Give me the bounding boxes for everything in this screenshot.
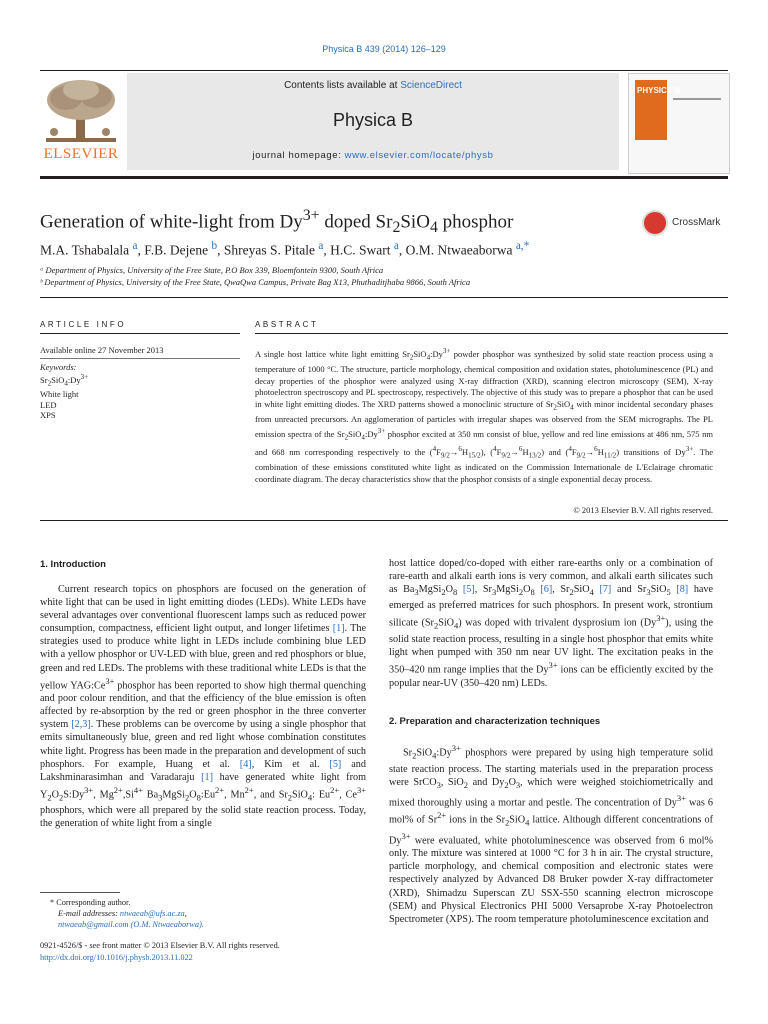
- keyword-item: XPS: [40, 410, 56, 421]
- corresponding-author-note: * Corresponding author.: [50, 898, 131, 907]
- sciencedirect-link[interactable]: ScienceDirect: [400, 80, 462, 91]
- crossmark-label: CrossMark: [672, 217, 721, 228]
- homepage-link[interactable]: www.elsevier.com/locate/physb: [344, 150, 494, 161]
- journal-title: Physica B: [332, 110, 414, 130]
- keyword-list: [40, 372, 88, 421]
- email-addresses[interactable]: E-mail addresses: ntwaeab@ufs.ac.za, ntwaeab@gmail.com (O.M. Ntwaeaborwa).: [58, 909, 204, 929]
- journal-reference[interactable]: Physica B 439 (2014) 126–129: [322, 44, 446, 54]
- intro-paragraph: Current research topics on phosphors are focused on the generation of white light that can be used in light emitting diodes (LEDs). White LEDs have several advantages over conventional fluorescent lamps such as reduced power consumption, compactness, efficient light output, and longer lifetimes [1]. The strategies used to produce white light in LEDs include combining blue LED with a yellow phosphor or UV-LED with blue, green and red phosphors or blue, green and red LEDs. The problems with these traditional white LEDs is that the yellow $YAG:Ce^{3+}$ phosphor has been reported to show high thermal quenching and poor colour rendition, and that the efficiency of the blue emission is often affected by re-absorption by the red or green phosphor in the three converter system [2,3]. These problems can be overcome by using a single phosphor that emits simultaneously blue, green and red light whose combination constitutes white light. Progress has been made in the preparation and development of such phosphors. For example, Huang et al. [4], Kim et al. [5] and Lakshminarasimhan and Varadaraju [1] have generated white light from $Y_2O_2S:Dy^{3+}$, $Mg^{2+},Si^{4+}$ $Ba_3MgSi_2O_8:Eu^{2+}$, $Mn^{2+}$, and $Sr_2SiO_4$: $Eu^{2+}$, $Ce^{3+}$ phosphors, which were all prepared by the solid state reaction process. Today, the generation of white light from a single: [40, 584, 366, 830]
- cover-title: PHYSICA B: [637, 86, 681, 95]
- article-info-rule-2: [40, 358, 240, 359]
- abstract-label: ABSTRACT: [255, 320, 319, 329]
- affiliation-rule: [40, 297, 728, 298]
- section-1-heading: 1. Introduction: [40, 559, 106, 570]
- publisher-name: ELSEVIER: [43, 146, 119, 162]
- abstract-rule: [255, 333, 728, 334]
- cover-lines: [673, 98, 721, 100]
- journal-homepage: [127, 150, 619, 161]
- keywords-label: Keywords:: [40, 362, 77, 372]
- footnote-rule: [40, 892, 120, 893]
- article-info-rule: [40, 333, 240, 334]
- header-bottom-rule: [40, 176, 728, 179]
- intro-continued-paragraph: host lattice doped/co-doped with either rare-earths only or a combination of rare-earth and alkali earth ions is very common, and alkali earth silicates such as $Ba_3MgSi_2O_8$ [5], $Sr_3MgSi_2O_8$ [6], $Sr_2SiO_4$ [7] and $Sr_3SiO_5$ [8] have emerged as preferred matrices for such phosphors. In present work, strontium silicate $(Sr_2SiO_4)$ was doped with trivalent dysprosium ion $(Dy^{3+})$, using the solid state reaction process, resulting in a single host phosphor that emits white light when pumped with 350 nm near UV light. The excitation peaks in the 350–420 nm range implies that the $Dy^{3+}$ ions can be efficiently excited by the popular near-UV (350–420 nm) LEDs.: [389, 558, 714, 689]
- homepage-prefix: journal homepage:: [252, 150, 345, 161]
- keyword-item: $Sr_2SiO_4:Dy^{3+}$: [40, 373, 89, 388]
- crossmark-badge[interactable]: [642, 210, 732, 238]
- crossmark-icon: [642, 210, 668, 236]
- issn-line: 0921-4526/$ - see front matter © 2013 Elsevier B.V. All rights reserved.: [40, 941, 280, 950]
- abstract-text: A single host lattice white light emitting $Sr_2SiO_4:Dy^{3+}$ powder phosphor was synthesized by solid state reaction process using a temperature of 1000 °C. The structure, particle morphology, chemical composition and oxidation states, photoluminescence (PL) and decay properties of the phosphor were analyzed using X-ray diffraction (XRD), scanning electron microscopy (SEM), X-ray photoelectron spectroscopy and PL spectroscopy, respectively. The objective of this study was to prepare a phosphor that can be used in white light emitting diodes. The XRD patterns showed a monoclinic structure of $Sr_2SiO_4$ with minor incidental secondary phases from unreacted precursors. An agglomeration of particles with irregular shapes was observed from the SEM micrographs. The PL emission spectra of the $Sr_2SiO_4:Dy^{3+}$ phosphor excited at 350 nm consist of blue, yellow and red line emissions at 486 nm, 575 nm and 668 nm corresponding respectively to the $(^4F_{9/2}\to^6H_{15/2})$, $(^4F_{9/2}\to^6H_{13/2})$ and $(^4F_{9/2}\to^6H_{11/2})$ transitions of $Dy^{3+}$. The combination of these emissions constituted white light as indicated on the Commission Internationale de L'Eclairage chromatic coordinate diagram. The decay characteristics show that the phosphor consists of a single exponential decay process.: [255, 347, 714, 484]
- article-title: Generation of white-light from $Dy^{3+}$ doped $Sr_2SiO_4$ phosphor: [40, 207, 514, 237]
- preparation-paragraph: $Sr_2SiO_4:Dy^{3+}$ phosphors were prepared by using high temperature solid state reaction process. The starting materials used in the preparation process were SrCO$_3$, SiO$_2$ and $Dy_2O_3$, which were weighed stoichiometrically and mixed thoroughly using a mortar and pestle. The concentration of $Dy^{3+}$ was 6 mol% of $Sr^{2+}$ ions in the $Sr_2SiO_4$ lattice. Although different concentrations of $Dy^{3+}$ were evaluated, white photoluminescence was observed from 6 mol% only. The mixture was sintered at 1000 °C for 3 h in air. The crystal structure, particle morphology, and chemical composition and electronic states were respectively analyzed by Advanced D8 Bruker powder X-ray diffractometer (XRD), Shimadzu Superscan ZU SSX-550 scanning electron microscope (SEM) and Physical Electronics PHI 5000 Versaprobe X-ray Photoelectron Spectrometer (XPS). The room temperature photoluminescence excitation and: [389, 743, 713, 925]
- affiliation-a: ᵃ Department of Physics, University of the Free State, P.O Box 339, Bloemfontein 9300, South Africa: [40, 265, 384, 275]
- abstract-bottom-rule: [40, 520, 728, 521]
- available-online: Available online 27 November 2013: [40, 345, 164, 355]
- doi-link[interactable]: http://dx.doi.org/10.1016/j.physb.2013.11.022: [40, 953, 193, 962]
- elsevier-tree-logo: [40, 76, 122, 146]
- affiliation-b: ᵇ Department of Physics, University of the Free State, QwaQwa Campus, Private Bag X13, Phuthaditjhaba 9866, South Africa: [40, 277, 471, 287]
- contents-prefix: Contents lists available at: [284, 80, 401, 91]
- contents-line: [127, 80, 619, 91]
- journal-cover-thumbnail: [628, 73, 730, 174]
- section-2-heading: 2. Preparation and characterization techniques: [389, 716, 601, 727]
- header-top-rule: [40, 70, 728, 71]
- keyword-item: White light: [40, 389, 79, 400]
- abstract-copyright: © 2013 Elsevier B.V. All rights reserved.: [573, 505, 713, 515]
- article-info-label: ARTICLE INFO: [40, 320, 127, 329]
- keyword-item: LED: [40, 399, 57, 410]
- author-list: M.A. Tshabalala $^a$, F.B. Dejene $^b$, Shreyas S. Pitale $^a$, H.C. Swart $^a$, O.M. Ntwaeaborwa $^{a,*}$: [40, 240, 530, 258]
